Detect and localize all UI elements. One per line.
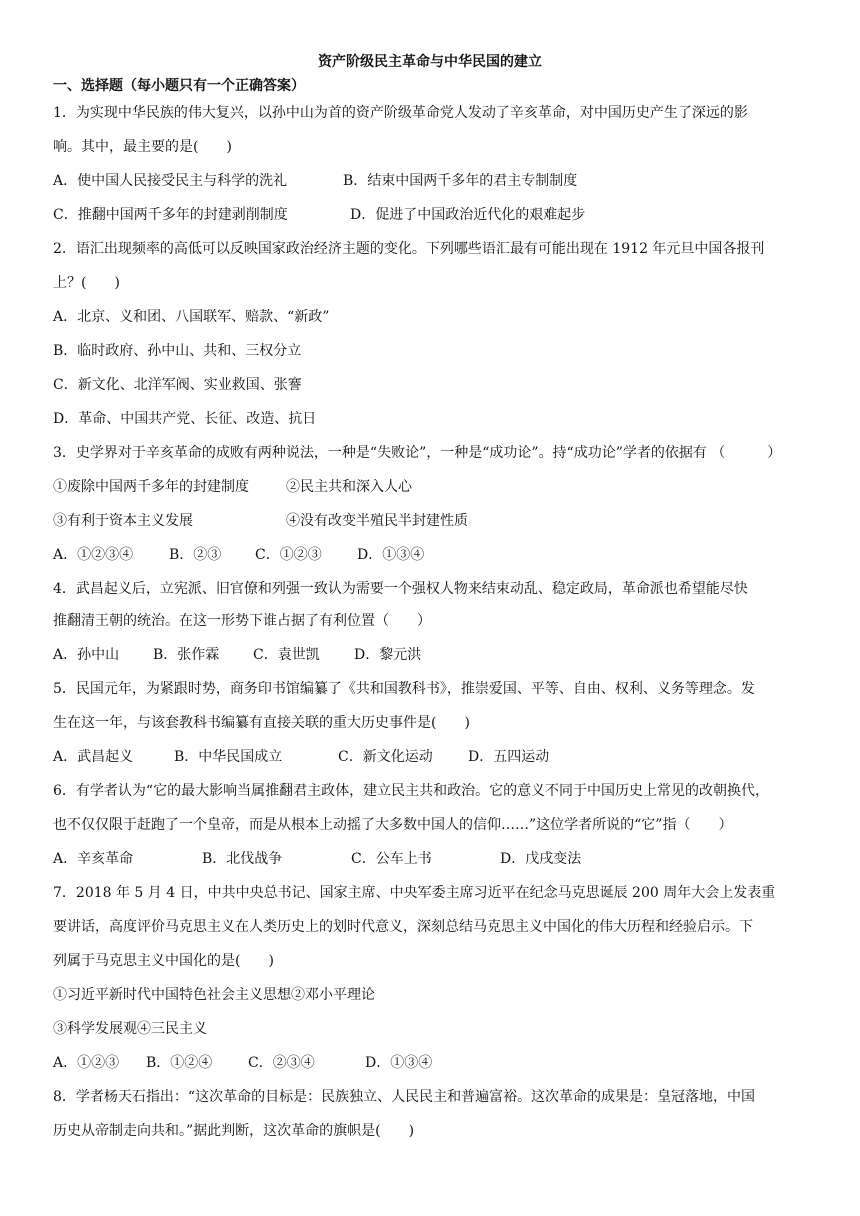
question-3-item-4: ④没有改变半殖民半封建性质 xyxy=(286,513,468,529)
question-1-option-c: C．推翻中国两千多年的封建剥削制度 xyxy=(53,207,288,223)
question-4-option-c: C．袁世凯 xyxy=(253,647,320,663)
question-3-option-c: C．①②③ xyxy=(255,547,322,563)
question-3-item-3: ③有利于资本主义发展 xyxy=(53,513,193,529)
question-2-option-b: B．临时政府、孙中山、共和、三权分立 xyxy=(53,343,302,359)
question-5-stem-line-1: 5．民国元年，为紧跟时势，商务印书馆编纂了《共和国教科书》，推崇爱国、平等、自由、权利、义务等理念。发 xyxy=(53,681,755,697)
question-7-option-c: C．②③④ xyxy=(248,1055,315,1071)
question-2-stem-line-1: 2．语汇出现频率的高低可以反映国家政治经济主题的变化。下列哪些语汇最有可能出现在 1912 年元旦中国各报刊 xyxy=(53,241,765,257)
question-7-item-line-2: ③科学发展观④三民主义 xyxy=(53,1021,207,1037)
question-7-stem-line-1: 7．2018 年 5 月 4 日，中共中央总书记、国家主席、中央军委主席习近平在纪念马克思诞辰 200 周年大会上发表重 xyxy=(53,885,776,901)
question-7-stem-line-2: 要讲话，高度评价马克思主义在人类历史上的划时代意义，深刻总结马克思主义中国化的伟大历程和经验启示。下 xyxy=(53,919,753,935)
section-heading: 一、选择题（每小题只有一个正确答案） xyxy=(53,78,305,94)
question-3-option-d: D．①③④ xyxy=(357,547,425,563)
question-8-stem-line-2: 历史从帝制走向共和。”据此判断，这次革命的旗帜是( ) xyxy=(53,1123,415,1139)
question-3-stem-line-1: 3．史学界对于辛亥革命的成败有两种说法，一种是“失败论”，一种是“成功论”。持“成功论”学者的依据有 （ ） xyxy=(53,445,782,461)
question-7-item-line-1: ①习近平新时代中国特色社会主义思想②邓小平理论 xyxy=(53,987,375,1003)
question-6-stem-line-2: 也不仅仅限于赶跑了一个皇帝，而是从根本上动摇了大多数中国人的信仰……”这位学者所说的“它”指（ ） xyxy=(53,817,733,833)
question-4-option-a: A．孙中山 xyxy=(53,647,120,663)
question-2-option-d: D．革命、中国共产党、长征、改造、抗日 xyxy=(53,411,317,427)
question-4-stem-line-2: 推翻清王朝的统治。在这一形势下谁占据了有利位置（ ） xyxy=(53,613,431,629)
question-2-stem-line-2: 上？( ) xyxy=(53,275,120,291)
question-5-option-d: D．五四运动 xyxy=(468,749,550,765)
question-4-option-d: D．黎元洪 xyxy=(354,647,422,663)
question-7-option-d: D．①③④ xyxy=(365,1055,433,1071)
question-4-option-b: B．张作霖 xyxy=(153,647,220,663)
question-6-option-d: D．戊戌变法 xyxy=(500,851,582,867)
question-7-stem-line-3: 列属于马克思主义中国化的是( ) xyxy=(53,953,274,969)
question-1-option-d: D．促进了中国政治近代化的艰难起步 xyxy=(350,207,586,223)
question-1-stem-line-1: 1．为实现中华民族的伟大复兴，以孙中山为首的资产阶级革命党人发动了辛亥革命，对中国历史产生了深远的影 xyxy=(53,105,748,121)
question-5-stem-line-2: 生在这一年，与该套教科书编纂有直接关联的重大历史事件是( ) xyxy=(53,715,470,731)
question-7-option-b: B．①②④ xyxy=(146,1055,213,1071)
question-3-option-b: B．②③ xyxy=(169,547,222,563)
question-1-option-b: B．结束中国两千多年的君主专制制度 xyxy=(343,173,578,189)
question-6-option-c: C．公车上书 xyxy=(351,851,432,867)
question-1-option-a: A．使中国人民接受民主与科学的洗礼 xyxy=(53,173,288,189)
question-3-item-1: ①废除中国两千多年的封建制度 xyxy=(53,479,249,495)
question-2-option-a: A．北京、义和团、八国联军、赔款、“新政” xyxy=(53,309,330,325)
question-8-stem-line-1: 8．学者杨天石指出：“这次革命的目标是：民族独立、人民民主和普遍富裕。这次革命的成果是：皇冠落地，中国 xyxy=(53,1089,756,1105)
question-6-stem-line-1: 6．有学者认为“它的最大影响当属推翻君主政体，建立民主共和政治。它的意义不同于中国历史上常见的改朝换代， xyxy=(53,783,770,799)
question-2-option-c: C．新文化、北洋军阀、实业救国、张謇 xyxy=(53,377,302,393)
question-5-option-a: A．武昌起义 xyxy=(53,749,134,765)
question-7-option-a: A．①②③ xyxy=(53,1055,120,1071)
question-3-item-2: ②民主共和深入人心 xyxy=(286,479,412,495)
document-title: 资产阶级民主革命与中华民国的建立 xyxy=(318,54,542,70)
question-5-option-c: C．新文化运动 xyxy=(338,749,433,765)
question-3-option-a: A．①②③④ xyxy=(53,547,134,563)
question-6-option-a: A．辛亥革命 xyxy=(53,851,134,867)
question-6-option-b: B．北伐战争 xyxy=(202,851,283,867)
question-5-option-b: B．中华民国成立 xyxy=(174,749,283,765)
question-4-stem-line-1: 4．武昌起义后，立宪派、旧官僚和列强一致认为需要一个强权人物来结束动乱、稳定政局，革命派也希望能尽快 xyxy=(53,581,748,597)
question-1-stem-line-2: 响。其中，最主要的是( ) xyxy=(53,139,232,155)
